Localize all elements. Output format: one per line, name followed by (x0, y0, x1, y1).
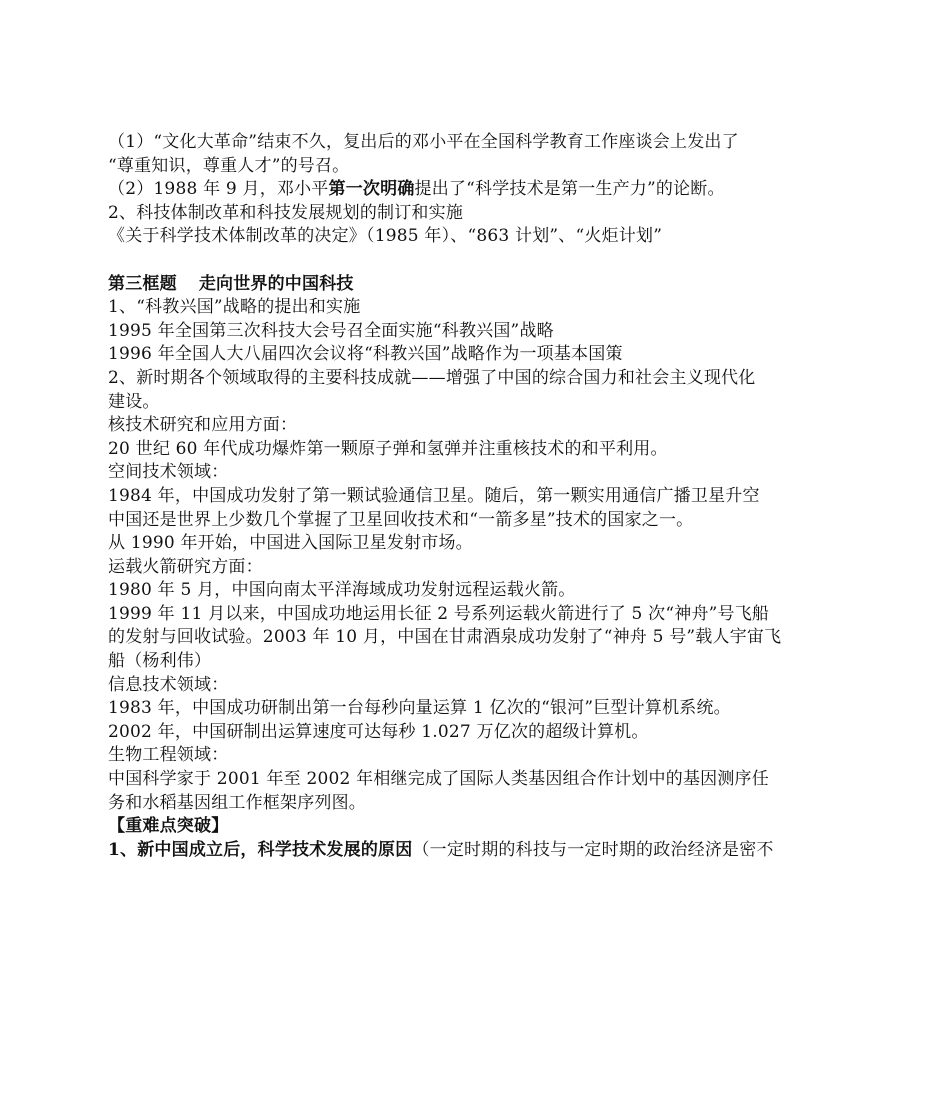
s3-item2-line1: 2、新时期各个领域取得的主要科技成就——增强了中国的综合国力和社会主义现代化 (108, 367, 756, 388)
rocket-heading: 运载火箭研究方面： (108, 556, 263, 577)
para2-prefix: （2）1988 年 9 月，邓小平 (108, 179, 329, 200)
bio-line1: 中国科学家于 2001 年至 2002 年相继完成了国际人类基因组合作计划中的基因测序任 (108, 769, 769, 790)
item2-body: 《关于科学技术体制改革的决定》（1985 年）、“863 计划”、“火炬计划” (108, 226, 663, 247)
s3-item2-line2: 建设。 (108, 391, 160, 412)
bio-heading: 生物工程领域： (108, 745, 229, 766)
s3-line-1996: 1996 年全国人大八届四次会议将“科教兴国”战略作为一项基本国策 (108, 344, 623, 365)
info-heading: 信息技术领域： (108, 674, 229, 695)
section3-title-b: 走向世界的中国科技 (198, 273, 354, 294)
space-line2: 中国还是世界上少数几个掌握了卫星回收技术和“一箭多星”技术的国家之一。 (108, 509, 694, 530)
item2-title: 2、科技体制改革和科技发展规划的制订和实施 (108, 202, 464, 223)
s3-line-1995: 1995 年全国第三次科技大会号召全面实施“科教兴国”战略 (108, 320, 554, 341)
bio-line2: 务和水稻基因组工作框架序列图。 (108, 792, 366, 813)
key-point-1-bold: 1、新中国成立后，科学技术发展的原因 (108, 839, 413, 860)
key-point-1 (108, 839, 848, 863)
para2-bold: 第一次明确 (328, 179, 415, 200)
s3-item1: 1、“科教兴国”战略的提出和实施 (108, 297, 361, 318)
para2 (108, 178, 848, 202)
space-line1: 1984 年，中国成功发射了第一颗试验通信卫星。随后，第一颗实用通信广播卫星升空 (108, 485, 760, 506)
nuclear-heading: 核技术研究和应用方面： (108, 415, 298, 436)
key-point-1-rest: （一定时期的科技与一定时期的政治经济是密不 (412, 839, 774, 860)
nuclear-body: 20 世纪 60 年代成功爆炸第一颗原子弹和氢弹并注重核技术的和平利用。 (108, 438, 668, 459)
rocket-line1: 1980 年 5 月，中国向南太平洋海域成功发射远程运载火箭。 (108, 580, 576, 601)
para1-line2: “尊重知识，尊重人才”的号召。 (108, 155, 350, 176)
key-points-heading: 【重难点突破】 (108, 816, 229, 837)
info-line2: 2002 年，中国研制出运算速度可达每秒 1.027 万亿次的超级计算机。 (108, 721, 649, 742)
rocket-line3: 的发射与回收试验。2003 年 10 月，中国在甘肃酒泉成功发射了“神舟 5 号”载人宇宙飞 (108, 627, 782, 648)
rocket-line4: 船（杨利伟） (108, 651, 212, 672)
section3-title-a: 第三框题 (108, 273, 177, 294)
section3-title (108, 273, 848, 297)
info-line1: 1983 年，中国成功研制出第一台每秒向量运算 1 亿次的“银河”巨型计算机系统。 (108, 698, 731, 719)
space-heading: 空间技术领域： (108, 462, 229, 483)
document-page (108, 131, 848, 862)
space-line3: 从 1990 年开始，中国进入国际卫星发射市场。 (108, 533, 473, 554)
blank-line (108, 249, 848, 273)
para2-suffix: 提出了“科学技术是第一生产力”的论断。 (414, 179, 725, 200)
rocket-line2: 1999 年 11 月以来，中国成功地运用长征 2 号系列运载火箭进行了 5 次“神舟”号飞船 (108, 603, 770, 624)
para1-line1: （1）“文化大革命”结束不久，复出后的邓小平在全国科学教育工作座谈会上发出了 (108, 132, 739, 152)
